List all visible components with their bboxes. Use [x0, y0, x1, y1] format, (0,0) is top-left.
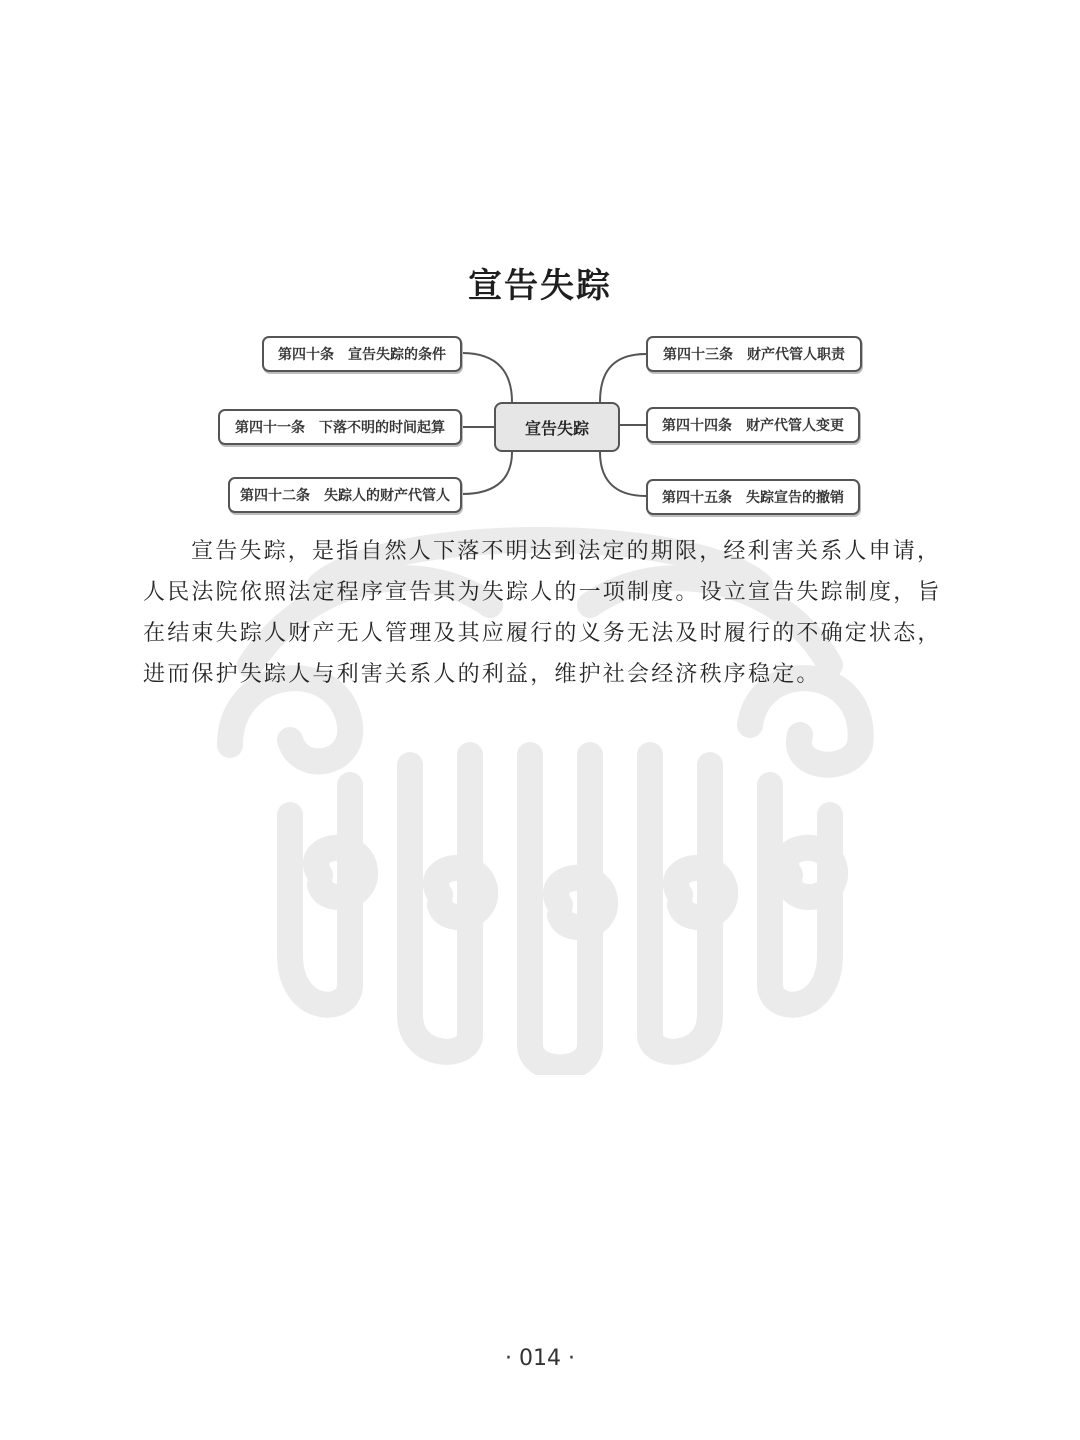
connector-left-1: [462, 353, 512, 402]
mindmap-node-article-40: 第四十条 宣告失踪的条件: [262, 336, 462, 372]
page-number: · 014 ·: [505, 1346, 575, 1371]
body-paragraph: 宣告失踪，是指自然人下落不明达到法定的期限，经利害关系人申请，人民法院依照法定程序宣告其为失踪人的一项制度。设立宣告失踪制度，旨在结束失踪人财产无人管理及其应履行的义务无法及时履行的不确定状态，进而保护失踪人与利害关系人的利益，维护社会经济秩序稳定。: [143, 539, 942, 687]
page-title: 宣告失踪: [468, 266, 612, 306]
mindmap-node-article-42: 第四十二条 失踪人的财产代管人: [228, 477, 462, 513]
mindmap-node-article-41: 第四十一条 下落不明的时间起算: [218, 409, 462, 445]
mindmap-center-node: 宣告失踪: [494, 402, 620, 452]
connector-left-3: [462, 452, 512, 494]
connector-right-1: [600, 354, 646, 402]
mindmap-node-article-45: 第四十五条 失踪宣告的撤销: [646, 479, 860, 515]
mindmap-node-article-44: 第四十四条 财产代管人变更: [646, 407, 860, 443]
mindmap-node-article-43: 第四十三条 财产代管人职责: [646, 336, 862, 372]
connector-right-3: [600, 452, 646, 496]
